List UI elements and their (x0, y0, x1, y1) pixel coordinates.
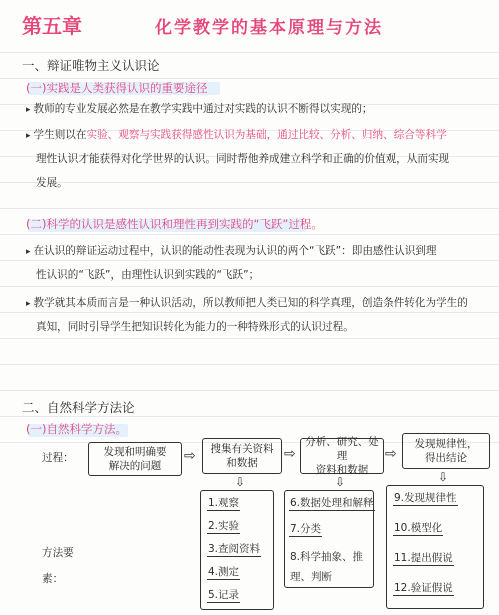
bullet-icon: ▸ (26, 105, 31, 115)
flow-arrow-icon: ⇨ (184, 448, 196, 464)
list-item: 1.观察 (208, 497, 240, 509)
list-item: 4.测定 (208, 566, 240, 578)
list-item: 8.科学抽象、推理、判断 (289, 547, 369, 588)
flow-step-4: 发现规律性， 得出结论 (402, 433, 490, 469)
bullet-icon: ▸ (26, 299, 31, 309)
paragraph-4-line-2: 真知，同时引导学生把知识转化为能力的一种特殊形式的认识过程。 (36, 321, 354, 333)
list-item: 7.分类 (290, 523, 322, 535)
section-heading-1: 一、辩证唯物主义认识论 (22, 58, 160, 73)
paragraph-1: ▸ 教师的专业发展必然是在教学实践中通过对实践的认识不断得以实现的； (26, 103, 373, 115)
subsection-heading-3: (一)自然科学方法。 (26, 422, 127, 436)
paragraph-2-line-2: 理性认识才能获得对化学世界的认识。同时帮他养成建立科学和正确的价值观，从而实现 (36, 153, 450, 165)
paragraph-3-line-1: ▸ 在认识的辩证运动过程中，认识的能动性表现为认识的两个“飞跃”：即由感性认识到理 (26, 245, 437, 257)
methods-label: 方法要素： (42, 547, 74, 585)
paragraph-4-line-1: ▸ 教学就其本质而言是一种认识活动，所以教师把人类已知的科学真理，创造条件转化为学生的 (26, 297, 468, 309)
paragraph-2-line-1: ▸ 学生则以在实验、观察与实践获得感性认识为基础，通过比较、分析、归纳、综合等科学 (26, 129, 447, 141)
chapter-title: 第五章 (22, 14, 82, 38)
flow-step-3: 分析、研究、处理 资料和数据 (300, 438, 384, 474)
subsection-heading-2: (二)科学的认识是感性认识和理性再到实践的“飞跃”过程。 (26, 217, 323, 231)
list-item: 11.提出假说 (394, 552, 453, 564)
paragraph-2-line-3: 发展。 (36, 177, 68, 189)
page-title: 化学教学的基本原理与方法 (155, 18, 383, 38)
method-list-1 (200, 490, 274, 610)
bullet-icon: ▸ (26, 131, 31, 141)
list-item: 3.查阅资料 (208, 543, 261, 555)
list-item: 10.模型化 (394, 522, 443, 534)
list-item: 5.记录 (208, 589, 240, 601)
list-item: 2.实验 (208, 520, 240, 532)
list-item: 6.数据处理和解释 (290, 497, 374, 509)
flow-step-2: 搜集有关资料 和数据 (202, 438, 282, 474)
paragraph-3-line-2: 性认识的“飞跃”，由理性认识到实践的“飞跃”； (36, 269, 260, 281)
process-label: 过程： (42, 452, 74, 464)
flow-step-1: 发现和明确要 解决的问题 (88, 442, 182, 476)
method-list-2 (284, 490, 374, 588)
flow-arrow-icon: ⇨ (385, 446, 397, 462)
down-arrow-icon: ⇩ (235, 475, 246, 489)
bullet-icon: ▸ (26, 247, 31, 257)
down-arrow-icon: ⇩ (335, 475, 346, 489)
subsection-heading-1: (一)实践是人类获得认识的重要途径 (26, 81, 208, 95)
flow-arrow-icon: ⇨ (284, 446, 296, 462)
list-item: 9.发现规律性 (394, 492, 457, 504)
section-heading-2: 二、自然科学方法论 (22, 400, 135, 415)
method-list-3 (386, 485, 484, 609)
down-arrow-icon: ⇩ (438, 470, 449, 484)
list-item: 12.验证假说 (394, 582, 453, 594)
